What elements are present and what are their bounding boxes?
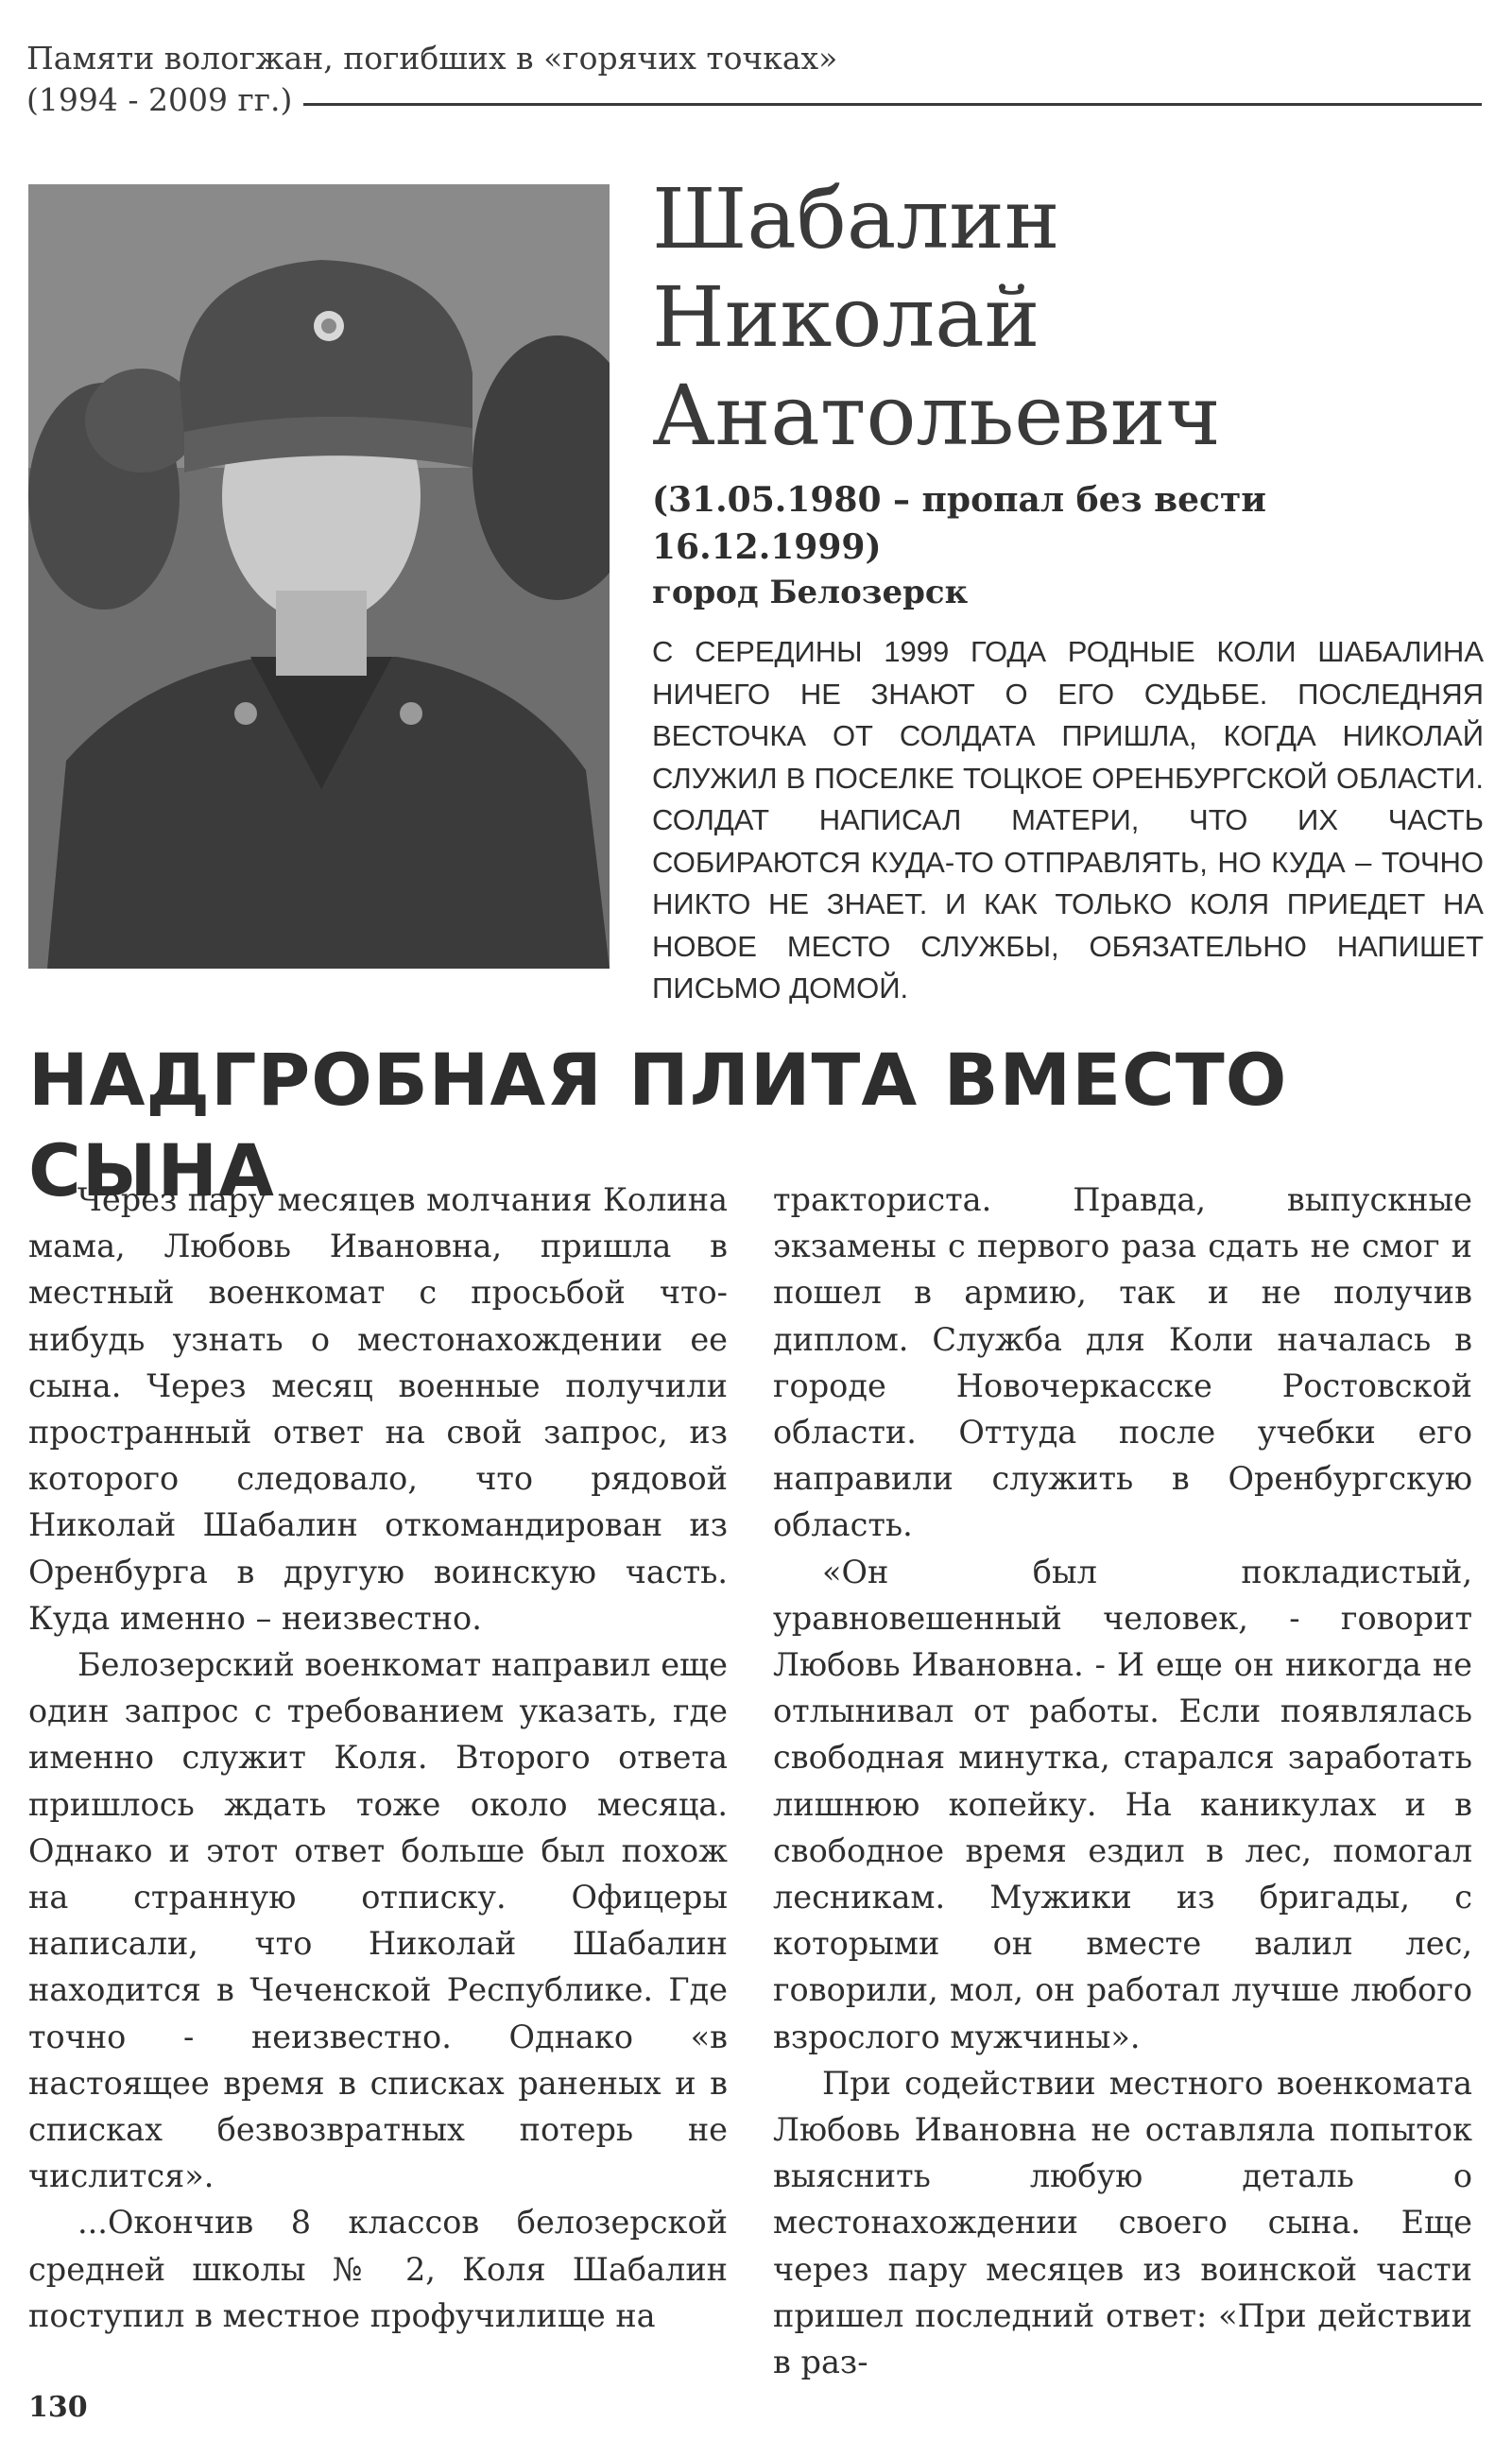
header-series-title: Памяти вологжан, погибших в «горячих точках» (26, 40, 838, 77)
article-paragraph: Белозерский военкомат направил еще один запрос с требованием указать, где именно служит Коля. Второго ответа пришлось ждать тоже около месяца. Однако и этот ответ больше был похож на странную отписку. Офицеры написали, что Николай Шабалин находится в Чеченской Республике. Где точно - неизвестно. Однако «в настоящее время в списках раненых и в списках безвозвратных потерь не числится». (28, 1646, 728, 2195)
person-first-name: Николай (652, 268, 1040, 366)
article-paragraph: Через пару месяцев молчания Колина мама, Любовь Ивановна, пришла в местный военкомат с просьбой что-нибудь узнать о местонахождении ее сына. Через месяц военные получили пространный ответ на свой запрос, из которого следовало, что рядовой Николай Шабалин откомандирован из Оренбурга в другую воинскую часть. Куда именно – неизвестно. (28, 1181, 728, 1637)
portrait-illustration (28, 184, 610, 969)
header-rule (303, 103, 1482, 106)
article-paragraph: «Он был покладистый, уравновешенный человек, - говорит Любовь Ивановна. - И еще он никогда не отлынивал от работы. Если появлялась свободная минутка, старался заработать лишнюю копейку. На каникулах и в свободное время ездил в лес, помогал лесникам. Мужики из бригады, с которыми он вместе валил лес, говорили, мол, он работал лучше любого взрослого мужчины». (773, 1553, 1472, 2055)
home-city: город Белозерск (652, 574, 969, 611)
article-column-left (28, 1177, 728, 2339)
header-years: (1994 - 2009 гг.) (26, 81, 293, 118)
person-patronymic: Анатольевич (652, 367, 1221, 464)
article-paragraph: ...Окончив 8 классов белозерской средней школы № 2, Коля Шабалин поступил в местное профучилище на (28, 2204, 728, 2334)
person-surname: Шабалин (652, 170, 1060, 267)
running-header (26, 38, 1482, 121)
article-column-right (773, 1177, 1472, 2385)
page-number: 130 (28, 2391, 88, 2424)
article-paragraph: тракториста. Правда, выпускные экзамены с первого раза сдать не смог и пошел в армию, так и не получив диплом. Служба для Коли началась в городе Новочеркасске Ростовской области. Оттуда после учебки его направили служить в Оренбургскую область. (773, 1181, 1472, 1544)
article-paragraph: При содействии местного военкомата Любовь Ивановна не оставляла попыток выяснить любую деталь о местонахождении своего сына. Еще через пару месяцев из воинской части пришел последний ответ: «При действии в раз- (773, 2064, 1472, 2381)
person-info (652, 170, 1484, 1010)
soldier-portrait-photo (28, 184, 610, 969)
article-headline: НАДГРОБНАЯ ПЛИТА ВМЕСТО СЫНА (28, 1038, 1288, 1212)
life-dates: (31.05.1980 – пропал без вести 16.12.1999) (652, 480, 1266, 567)
lead-paragraph: С СЕРЕДИНЫ 1999 ГОДА РОДНЫЕ КОЛИ ШАБАЛИНА НИЧЕГО НЕ ЗНАЮТ О ЕГО СУДЬБЕ. ПОСЛЕДНЯЯ ВЕСТОЧКА ОТ СОЛДАТА ПРИШЛА, КОГДА НИКОЛАЙ СЛУЖИЛ В ПОСЕЛКЕ ТОЦКОЕ ОРЕНБУРГСКОЙ ОБЛАСТИ. СОЛДАТ НАПИСАЛ МАТЕРИ, ЧТО ИХ ЧАСТЬ СОБИРАЮТСЯ КУДА-ТО ОТПРАВЛЯТЬ, НО КУДА – ТОЧНО НИКТО НЕ ЗНАЕТ. И КАК ТОЛЬКО КОЛЯ ПРИЕДЕТ НА НОВОЕ МЕСТО СЛУЖБЫ, ОБЯЗАТЕЛЬНО НАПИШЕТ ПИСЬМО ДОМОЙ. (652, 635, 1484, 1005)
header-years-row (26, 79, 1482, 121)
